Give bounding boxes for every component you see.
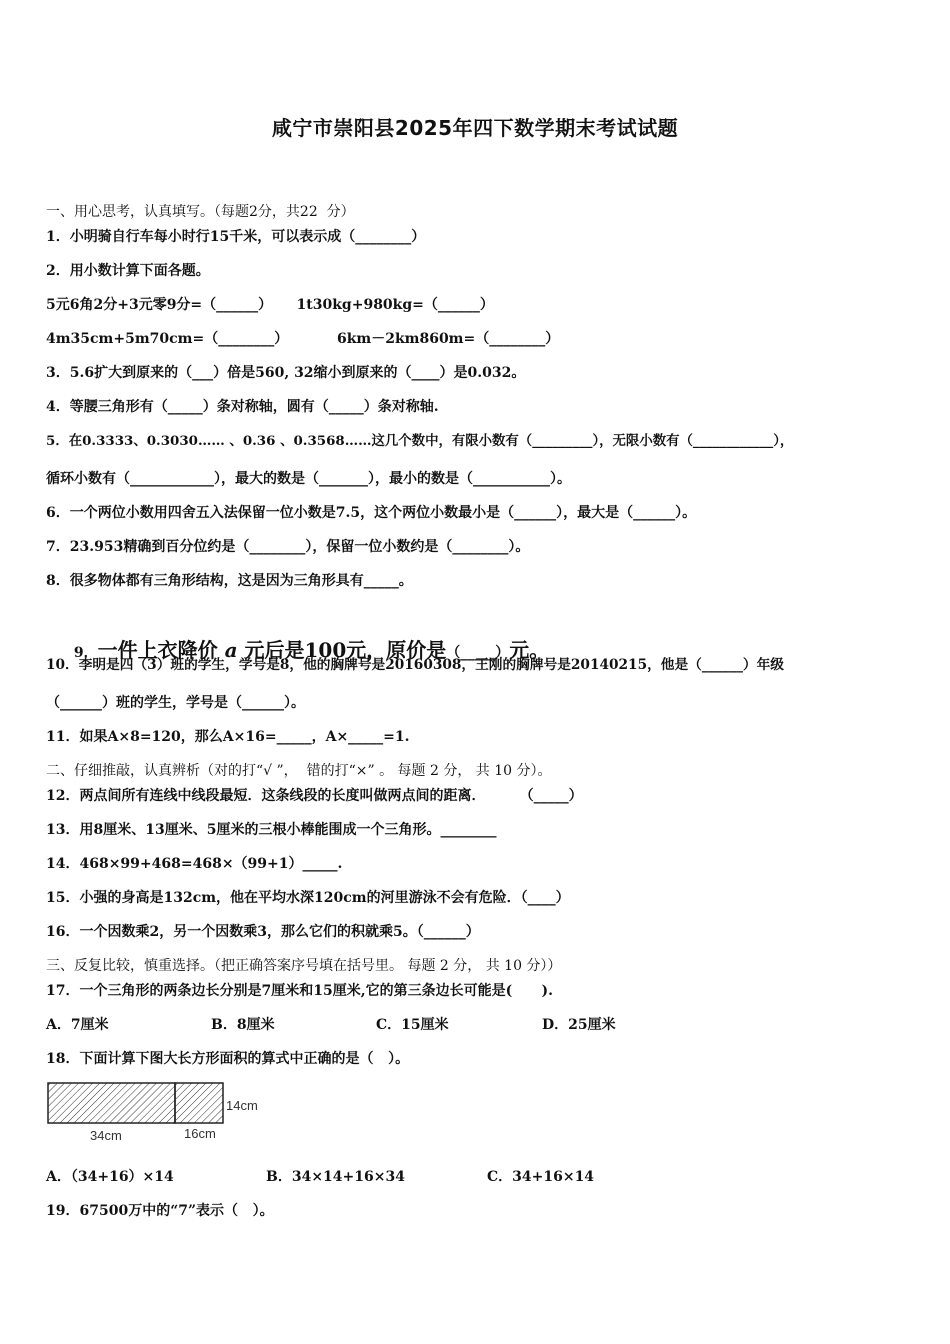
question-10a: 10．李明是四（3）班的学生，学号是8，他的胸牌号是20160308，王刚的胸牌号是20140215，他是（______）年级 [46, 657, 784, 673]
question-9 [46, 614, 549, 689]
q17-option-c: C．15厘米 [376, 1017, 449, 1033]
question-2a: 5元6角2分+3元零9分=（______） 1t30kg+980kg=（______） [46, 297, 494, 313]
q18-option-c: C．34+16×14 [487, 1169, 595, 1185]
question-18: 18．下面计算下图大长方形面积的算式中正确的是（ ）。 [46, 1051, 410, 1067]
large-rectangle-left [48, 1083, 175, 1123]
q18-option-a: A．（34+16）×14 [46, 1169, 174, 1185]
question-9-text-a: 一件上衣降价 [97, 638, 218, 662]
question-9-number: 9． [73, 645, 98, 661]
question-7: 7．23.953精确到百分位约是（________），保留一位小数约是（________）。 [46, 539, 530, 555]
page-title: 咸宁市崇阳县2025年四下数学期末考试试题 [271, 116, 679, 140]
q18-option-b: B．34×14+16×34 [266, 1169, 405, 1185]
rectangle-figure [46, 1080, 306, 1150]
question-9-text-c: 元。 [509, 638, 550, 662]
label-34cm: 34cm [90, 1128, 122, 1143]
question-2b: 4m35cm+5m70cm=（________） 6km－2km860m=（________） [46, 331, 560, 347]
question-9-text-b: 元后是100元，原价是 [244, 638, 447, 662]
section-3-heading: 三、反复比较，慎重选择。（把正确答案序号填在括号里。 每题 2 分， 共 10 分）） [46, 958, 562, 974]
question-14: 14．468×99+468=468×（99+1）_____. [46, 856, 343, 872]
question-15: 15．小强的身高是132cm，他在平均水深120cm的河里游泳不会有危险．（____） [46, 890, 570, 906]
question-6: 6．一个两位小数用四舍五入法保留一位小数是7.5，这个两位小数最小是（______），最大是（______）。 [46, 505, 697, 521]
question-17: 17．一个三角形的两条边长分别是7厘米和15厘米,它的第三条边长可能是( ). [46, 983, 553, 999]
question-8: 8．很多物体都有三角形结构，这是因为三角形具有_____。 [46, 573, 413, 589]
question-9-blank: （_____） [446, 645, 510, 661]
question-16: 16．一个因数乘2，另一个因数乘3，那么它们的积就乘5。（______） [46, 924, 480, 940]
question-13: 13．用8厘米、13厘米、5厘米的三根小棒能围成一个三角形。________ [46, 822, 497, 838]
question-19: 19．67500万中的“7”表示（ ）。 [46, 1203, 274, 1219]
q17-option-a: A．7厘米 [46, 1017, 109, 1033]
large-rectangle-right [175, 1083, 223, 1123]
question-3: 3．5.6扩大到原来的（___）倍是560, 32缩小到原来的（____）是0.032。 [46, 365, 526, 381]
question-9-variable: a [224, 638, 238, 662]
question-12: 12．两点间所有连线中线段最短．这条线段的长度叫做两点间的距离． （_____） [46, 788, 583, 804]
question-11: 11．如果A×8=120，那么A×16=_____，A×_____=1. [46, 729, 410, 745]
label-16cm: 16cm [184, 1126, 216, 1141]
question-5a: 5．在0.3333、0.3030…… 、0.36 、0.3568……这几个数中，有限小数有（_________），无限小数有（____________）， [46, 433, 794, 449]
q17-option-d: D．25厘米 [542, 1017, 616, 1033]
section-2-heading: 二、仔细推敲，认真辨析（对的打“√ ”， 错的打“×” 。 每题 2 分， 共 10 分）。 [46, 763, 552, 779]
question-4: 4．等腰三角形有（_____）条对称轴，圆有（_____）条对称轴. [46, 399, 439, 415]
question-10b: （______）班的学生，学号是（______）。 [46, 695, 305, 711]
section-1-heading: 一、用心思考，认真填写。（每题2分，共22 分） [46, 204, 355, 220]
question-2: 2．用小数计算下面各题。 [46, 263, 210, 279]
question-5b: 循环小数有（____________），最大的数是（_______），最小的数是（___________）。 [46, 471, 571, 487]
question-1: 1．小明骑自行车每小时行15千米，可以表示成（________） [46, 229, 426, 245]
q17-option-b: B．8厘米 [211, 1017, 275, 1033]
label-14cm: 14cm [226, 1098, 258, 1113]
